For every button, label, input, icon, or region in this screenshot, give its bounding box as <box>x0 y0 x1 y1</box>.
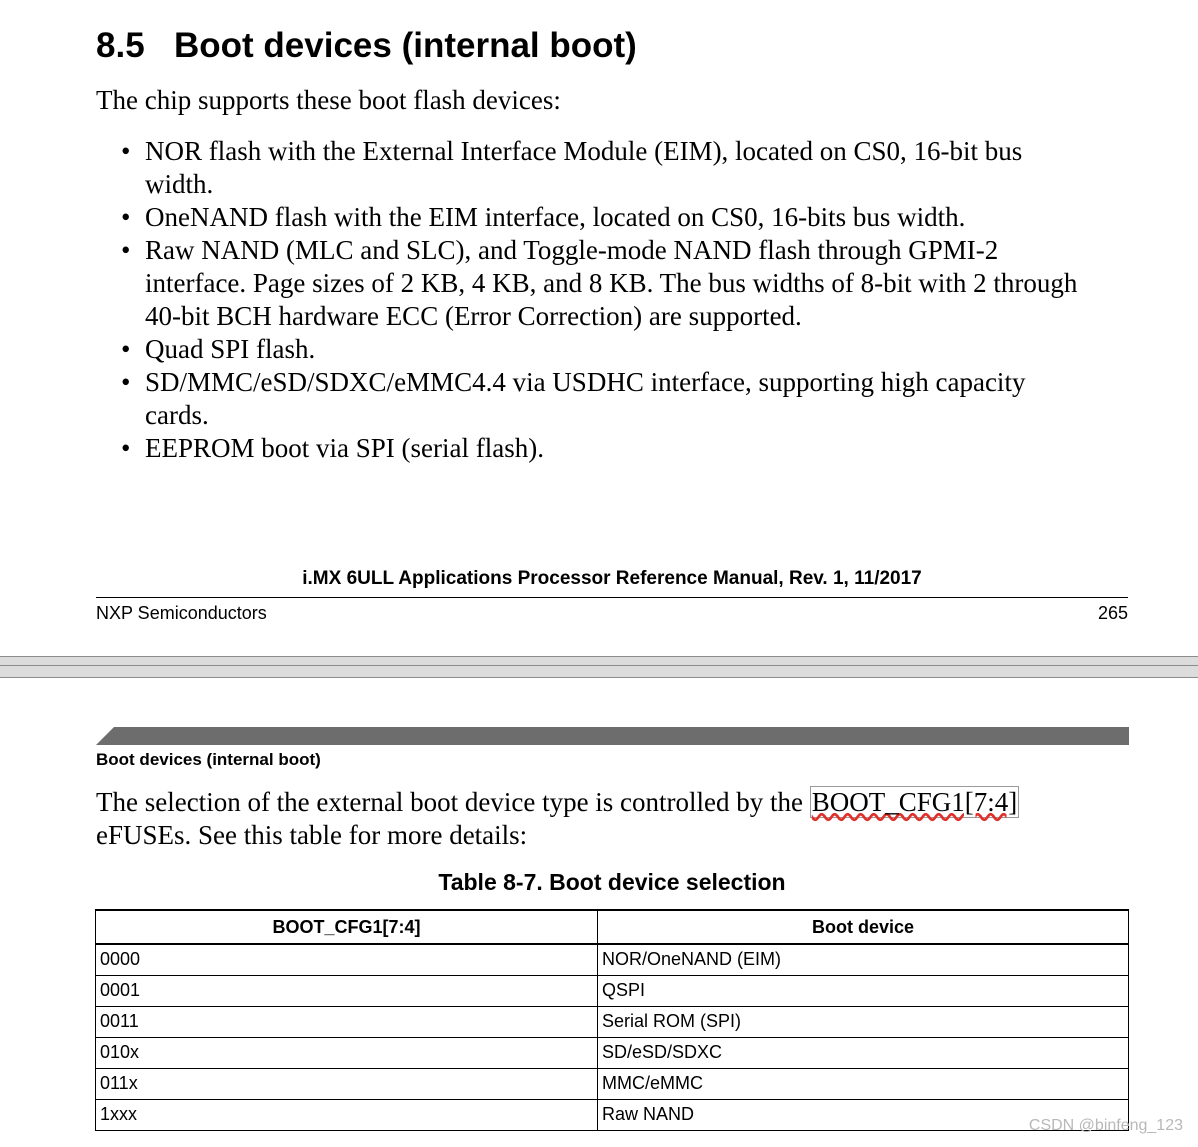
boot-device-cell: NOR/OneNAND (EIM) <box>598 944 1129 975</box>
footer-manual-title: i.MX 6ULL Applications Processor Reference Manual, Rev. 1, 11/2017 <box>302 568 922 589</box>
table-row <box>96 1099 1129 1130</box>
cfg-value-cell: 0000 <box>96 944 598 975</box>
table-row <box>96 1037 1129 1068</box>
table-header-row <box>96 910 1129 944</box>
section-heading <box>96 26 637 66</box>
running-head: Boot devices (internal boot) <box>96 750 321 769</box>
para-text: The selection of the external boot device type is controlled by the <box>96 787 810 817</box>
watermark: CSDN @binfeng_123 <box>1028 1117 1183 1134</box>
cfg-value-cell: 0011 <box>96 1006 598 1037</box>
cfg-value-cell: 0001 <box>96 975 598 1006</box>
footer-divider <box>96 597 1128 598</box>
header-bar <box>96 727 1129 745</box>
page-separator <box>0 656 1198 678</box>
cfg-value-cell: 010x <box>96 1037 598 1068</box>
list-item: • EEPROM boot via SPI (serial flash). <box>121 432 1081 465</box>
list-item: • SD/MMC/eSD/SDXC/eMMC4.4 via USDHC interface, supporting high capacity cards. <box>121 366 1081 432</box>
footer-company: NXP Semiconductors <box>96 603 267 623</box>
section-number: 8.5 <box>96 26 145 65</box>
table-caption: Table 8-7. Boot device selection <box>438 869 786 895</box>
list-item: • OneNAND flash with the EIM interface, located on CS0, 16-bits bus width. <box>121 201 1081 234</box>
table-row <box>96 944 1129 975</box>
boot-cfg-reference[interactable]: BOOT_CFG1[7:4] <box>811 787 1018 817</box>
column-header: Boot device <box>598 910 1129 944</box>
section-title: Boot devices (internal boot) <box>174 26 637 65</box>
intro-text: The chip supports these boot flash devices: <box>96 85 561 115</box>
boot-device-cell: MMC/eMMC <box>598 1068 1129 1099</box>
column-header: BOOT_CFG1[7:4] <box>96 910 598 944</box>
boot-device-cell: Raw NAND <box>598 1099 1129 1130</box>
list-item: • NOR flash with the External Interface Module (EIM), located on CS0, 16-bit bus width. <box>121 135 1081 201</box>
boot-device-cell: Serial ROM (SPI) <box>598 1006 1129 1037</box>
selection-paragraph <box>96 786 1096 852</box>
boot-device-cell: SD/eSD/SDXC <box>598 1037 1129 1068</box>
para-text: eFUSEs. See this table for more details: <box>96 820 528 850</box>
list-item: • Quad SPI flash. <box>121 333 1081 366</box>
cfg-value-cell: 011x <box>96 1068 598 1099</box>
table-row <box>96 1068 1129 1099</box>
list-item: • Raw NAND (MLC and SLC), and Toggle-mode NAND flash through GPMI-2 interface. Page sizes of 2 KB, 4 KB, and 8 KB. The bus widths of 8-bit with 2 through 40-bit BCH hardware ECC (Error Correction) are supported. <box>121 234 1081 333</box>
boot-device-list <box>121 135 1081 465</box>
table-row <box>96 1006 1129 1037</box>
footer-page-number: 265 <box>1097 603 1128 623</box>
boot-device-cell: QSPI <box>598 975 1129 1006</box>
cfg-value-cell: 1xxx <box>96 1099 598 1130</box>
table-row <box>96 975 1129 1006</box>
boot-device-table <box>95 909 1129 1131</box>
